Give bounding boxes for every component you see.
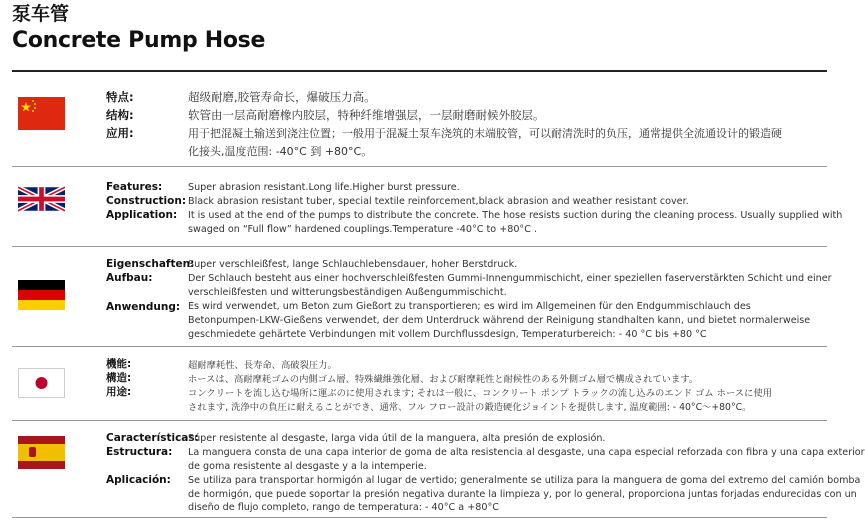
text-construction-de-2: verschleißfesten und witterungsbeständigen Außengummischicht.: [188, 287, 507, 298]
spain-flag-icon: [18, 436, 65, 469]
text-application-zh-1: 用于把混凝土输送到浇注位置；一般用于混凝土泵车浇筑的末端胶管，可以耐清洗时的负压，通常提供全流通设计的锻造硬: [188, 127, 782, 140]
text-construction-es-2: de goma resistente al desgaste y a la intemperie.: [188, 461, 427, 472]
divider: [12, 166, 827, 167]
label-application-es: Aplicación:: [106, 474, 171, 486]
text-features-de: Super verschleißfest, lange Schlauchlebensdauer, hoher Berstdruck.: [188, 259, 518, 270]
label-application-en: Application:: [106, 209, 178, 221]
label-construction-de: Aufbau:: [106, 272, 153, 284]
label-application-de: Anwendung:: [106, 301, 181, 313]
divider: [12, 346, 827, 347]
text-construction-zh: 软管由一层高耐磨橡内胶层，特种纤维增强层，一层耐磨耐候外胶层。: [188, 108, 545, 122]
divider: [12, 517, 827, 518]
divider: [12, 420, 827, 421]
label-features-en: Features:: [106, 181, 163, 193]
text-application-es-3: diseño de flujo completo, rango de temperatura: - 40°C a +80°C: [188, 502, 499, 513]
text-construction-en: Black abrasion resistant tuber, special textile reinforcement,black abrasion and weather resistant cover.: [188, 196, 689, 207]
text-features-es: Súper resistente al desgaste, larga vida útil de la manguera, alta presión de explosión.: [188, 433, 606, 444]
label-construction-es: Estructura:: [106, 446, 173, 458]
divider: [12, 246, 827, 247]
label-features-es: Características:: [106, 432, 199, 444]
page-title-english: Concrete Pump Hose: [12, 28, 266, 53]
text-construction-de-1: Der Schlauch besteht aus einer hochverschleißfesten Gummi-Innengummischicht, einer speziellen faserverstärkten Schicht und einer: [188, 273, 832, 284]
text-features-en: Super abrasion resistant.Long life.Higher burst pressure.: [188, 182, 460, 193]
japan-flag-icon: [18, 368, 65, 398]
uk-flag-icon: [18, 184, 65, 214]
text-application-ja-1: コンクリートを流し込む場所に運ぶのに使用されます; それは一般に、コンクリート ポンプ トラックの流し込みのエンド ゴム ホースに使用: [188, 388, 772, 399]
text-application-de-3: geschmiedete gehärtete Verbindungen mit vollem Durchflussdesign, Temperaturbereich: - 40 °C bis +80 °C: [188, 329, 707, 340]
text-features-ja: 超耐摩耗性、長寿命、高破裂圧力。: [188, 360, 337, 371]
label-application-zh: 应用:: [106, 126, 134, 140]
text-application-es-2: de hormigón, que puede soportar la presión negativa durante la limpieza y, por lo general, proporciona juntas forjadas endurecidas con un: [188, 489, 857, 500]
label-features-zh: 特点:: [106, 90, 134, 104]
label-construction-ja: 構造:: [106, 372, 132, 384]
text-application-zh-2: 化接头,温度范围: -40°C 到 +80°C。: [188, 145, 373, 158]
label-features-ja: 機能:: [106, 358, 132, 370]
text-application-en-2: swaged on “Full flow” hardened couplings.Temperature -40°C to +80°C .: [188, 224, 538, 235]
label-application-ja: 用途:: [106, 386, 132, 398]
text-application-en-1: It is used at the end of the pumps to distribute the concrete. The hose resists suction during the cleaning process. Usually supplied with: [188, 210, 843, 221]
text-application-es-1: Se utiliza para transportar hormigón al lugar de vertido; generalmente se utiliza para la manguera de goma del extremo del camión bomba: [188, 475, 861, 486]
text-features-zh: 超级耐磨,胶管寿命长，爆破压力高。: [188, 90, 376, 104]
china-flag-icon: [18, 97, 65, 130]
label-features-de: Eigenschaften:: [106, 258, 195, 270]
top-divider: [12, 70, 827, 72]
label-construction-en: Construction:: [106, 195, 187, 207]
germany-flag-icon: [18, 280, 65, 310]
page-title-chinese: 泵车管: [12, 3, 70, 25]
text-application-ja-2: されます, 洗浄中の負圧に耐えることができ、通常、フル フロー設計の鍛造硬化ジョイントを提供します, 温度範囲: - 40°C～+80°C。: [188, 402, 752, 413]
text-application-de-2: Betonpumpen-LKW-Gießens verwendet, der dem Unterdruck während der Reinigung standhalten kann, und bietet normalerweise: [188, 315, 811, 326]
text-application-de-1: Es wird verwendet, um Beton zum Gießort zu transportieren; es wird im Allgemeinen für den Endgummischlauch des: [188, 301, 751, 312]
text-construction-es-1: La manguera consta de una capa interior de goma de alta resistencia al desgaste, una capa especial reforzada con fibra y una capa exterior: [188, 447, 865, 458]
label-construction-zh: 结构:: [106, 108, 134, 122]
text-construction-ja: ホースは、高耐摩耗ゴムの内側ゴム層、特殊繊維強化層、および耐摩耗性と耐候性のある外側ゴム層で構成されています。: [188, 374, 699, 385]
